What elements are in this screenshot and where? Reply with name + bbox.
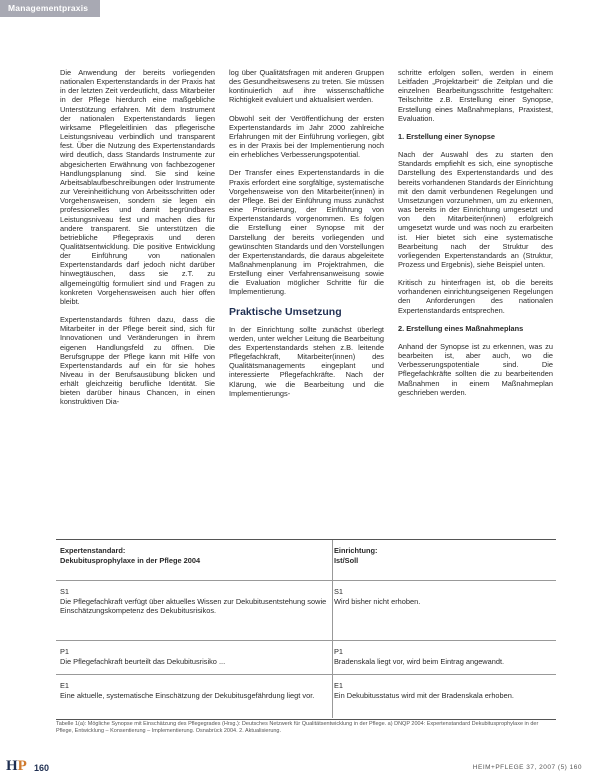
subheading-synopse: 1. Erstellung einer Synopse [398, 131, 495, 141]
paragraph: Der Transfer eines Expertenstandards in die Praxis erfordert eine sorgfältige, systematische Vorgehensweise von den Mitarbeiter(innen) in der Pflege. Bei der Einführung muss zunächst eine Priorisierung, der Einführung von Expertenstandards vorgenommen. Es folgen die Erstellung einer Synopse mit der Darstellung der bereits vorliegenden und gewünschten Standards und den Vorstellungen der Expertenstandards, die daraus abgeleitete Maßnahmenplanung im Projektrahmen, die Erstellung einer Verfahrensanweisung sowie die Evaluation möglicher Schritte für die Implementierung. [229, 168, 384, 297]
header-left-2: Dekubitusprophylaxe in der Pflege 2004 [60, 556, 201, 565]
logo-h: H [6, 758, 18, 774]
subheading-massnahmeplan: 2. Erstellung eines Maßnahmeplans [398, 323, 524, 333]
paragraph: Die Anwendung der bereits vorliegenden nationalen Expertenstandards in der Praxis hat in der letzten Zeit verdeutlicht, dass Mitarbeiter in der Pflege hierdurch eine maßgebliche Unterstützung erfahren. Mit dem Instrument der nationalen Expertenstandards liegen wirksame Pflegeleitlinien das pflegerische Leistungsniveau verbindlich und transparent fest. Über die Nutzung des Expertenstandards wird deutlich, dass Standards Instrumente zur abgesicherten Erwähnung von fachbezogener Handlungsplanung sind. Sie sind keine Arbeitsablaufbeschreibungen oder Instrumente zur Vereinheitlichung von Arbeitsschritten oder Vorgehensweisen, sondern sie legen ein professionelles und damit begründbares Leistungsniveau fest und machen dies für andere transparent. Sie unterstützen die betriebliche Pflegepraxis und deren Qualitätsentwicklung. Die positive Entwicklung der Einführung von nationalen Expertenstandards darf jedoch nicht darüber hinwegtäuschen, dass sie z.T. zu allgemeingültig formuliert sind und Fragen zu konkreten Vorgehensweisen auch hier offen bleibt. [60, 68, 215, 306]
row-text: Eine aktuelle, systematische Einschätzung der Dekubitusgefährdung liegt vor. [60, 691, 315, 700]
row-code: P1 [334, 647, 344, 656]
paragraph: In der Einrichtung sollte zunächst überlegt werden, unter welcher Leitung die Bearbeitung des Expertenstandards stehen z.B. leitende Pflegefachkraft, Mitarbeiter(innen) des Qualitätsmanagements eingeplant und interessierte Pflegefachkräfte. Nach der Klärung, wie die Bearbeitung und die Implementierungs- [229, 324, 384, 398]
text-column-2 [229, 68, 384, 407]
synopsis-table [56, 539, 556, 718]
row-text: Die Pflegefachkraft beurteilt das Dekubitusrisiko ... [60, 657, 226, 666]
row-code: S1 [334, 587, 344, 596]
paragraph: Nach der Auswahl des zu starten den Standards empfiehlt es sich, eine synoptische Darstellung des Expertenstandards und des bereits vorhandenen Standards der Einrichtung mit den damit verbundenen Regelungen und Umsetzungen vorzunehmen, um zu erkennen, was bereits in der Einrichtung umgesetzt und von den Mitarbeiter(innen) erfolgreich umgesetzt wurde und was noch zu erarbeiten ist. Hier bietet sich eine systematische Bearbeitung nach der Struktur des vorliegenden Expertenstandards an (Struktur, Prozess und Ergebnis), siehe Beispiel unten. [398, 150, 553, 269]
row-text: Die Pflegefachkraft verfügt über aktuelles Wissen zur Dekubitusentstehung sowie Einschätzungskompetenz des Dekubitusrisikos. [60, 597, 327, 615]
row-code: E1 [334, 681, 344, 690]
row-text: Bradenskala liegt vor, wird beim Eintrag angewandt. [334, 657, 505, 666]
table-row [56, 674, 556, 720]
table-footnote: Tabelle 1(a): Mögliche Synopse mit Einschätzung des Pflegegrades (Hrsg.): Deutsches Netzwerk für Qualitätsentwicklung in der Pflege. a) DNQP 2004: Expertenstandard Dekubitusprophylaxe in der Pflege, Entwicklung – Konsentierung – Implementierung. Osnabrück 2004. 2. Aktualisierung. [56, 721, 539, 734]
table-row [56, 580, 556, 641]
paragraph: Anhand der Synopse ist zu erkennen, was zu bearbeiten ist, aber auch, wo die Verbesserungspotentiale sind. Die Pflegefachkräfte sollten die zu bearbeitenden Maßnahmen in einem Maßnahmeplan geschrieben werden. [398, 341, 553, 397]
row-text: Ein Dekubitusstatus wird mit der Bradenskala erhoben. [334, 691, 514, 700]
journal-logo [6, 758, 27, 775]
row-code: E1 [60, 681, 70, 690]
text-column-1 [60, 68, 215, 416]
section-heading: Praktische Umsetzung [229, 305, 342, 318]
page-number: 160 [34, 763, 50, 773]
paragraph: Expertenstandards führen dazu, dass die Mitarbeiter in der Pflege bereit sind, sich für Innovationen und Veränderungen in ihrem eigenen Handlungsfeld zu öffnen. Die Berufsgruppe der Pflege kann mit Hilfe von Expertenstandards auf ein für sie hohes Niveau in der Berufsausübung blicken und erhält gleichzeitig berufliche Identität. Sie bieten darüber hinaus Chancen, in einen konstruktiven Dia- [60, 315, 215, 407]
journal-citation: HEIM+PFLEGE 37, 2007 (5) 160 [472, 764, 582, 771]
table-row [56, 640, 556, 675]
section-tag: Managementpraxis [0, 0, 100, 17]
row-code: S1 [60, 587, 70, 596]
paragraph: log über Qualitätsfragen mit anderen Gruppen des Gesundheitswesens zu treten. Sie müssen kontinuierlich auf ihre wissenschaftliche Richtigkeit evaluiert und aktualisiert werden. [229, 68, 384, 105]
paragraph: Obwohl seit der Veröffentlichung der ersten Expertenstandards im Jahr 2000 zahlreiche Erfahrungen mit der Einführung vorliegen, gibt es in der Praxis bei der Implementierung noch ein erhebliches Verbesserungspotential. [229, 113, 384, 160]
row-code: P1 [60, 647, 70, 656]
logo-p: P [17, 758, 27, 774]
header-right-1: Einrichtung: [334, 546, 378, 555]
header-right-2: Ist/Soll [334, 556, 359, 565]
paragraph: Kritisch zu hinterfragen ist, ob die bereits vorhandenen einrichtungseigenen Regelungen den Anforderungen des nationalen Expertenstandards entsprechen. [398, 278, 553, 315]
paragraph: schritte erfolgen sollen, werden in einem Leitfaden „Projektarbeit“ die Zeitplan und die einzelnen Bearbeitungsschritte festgehalten: Teilschritte z.B. Erstellung einer Synopse, Erstellung eines Maßnahmeplans, Praxistest, Evaluation. [398, 68, 553, 123]
header-left-1: Expertenstandard: [60, 546, 126, 555]
text-column-3 [398, 68, 553, 406]
row-text: Wird bisher nicht erhoben. [334, 597, 421, 606]
